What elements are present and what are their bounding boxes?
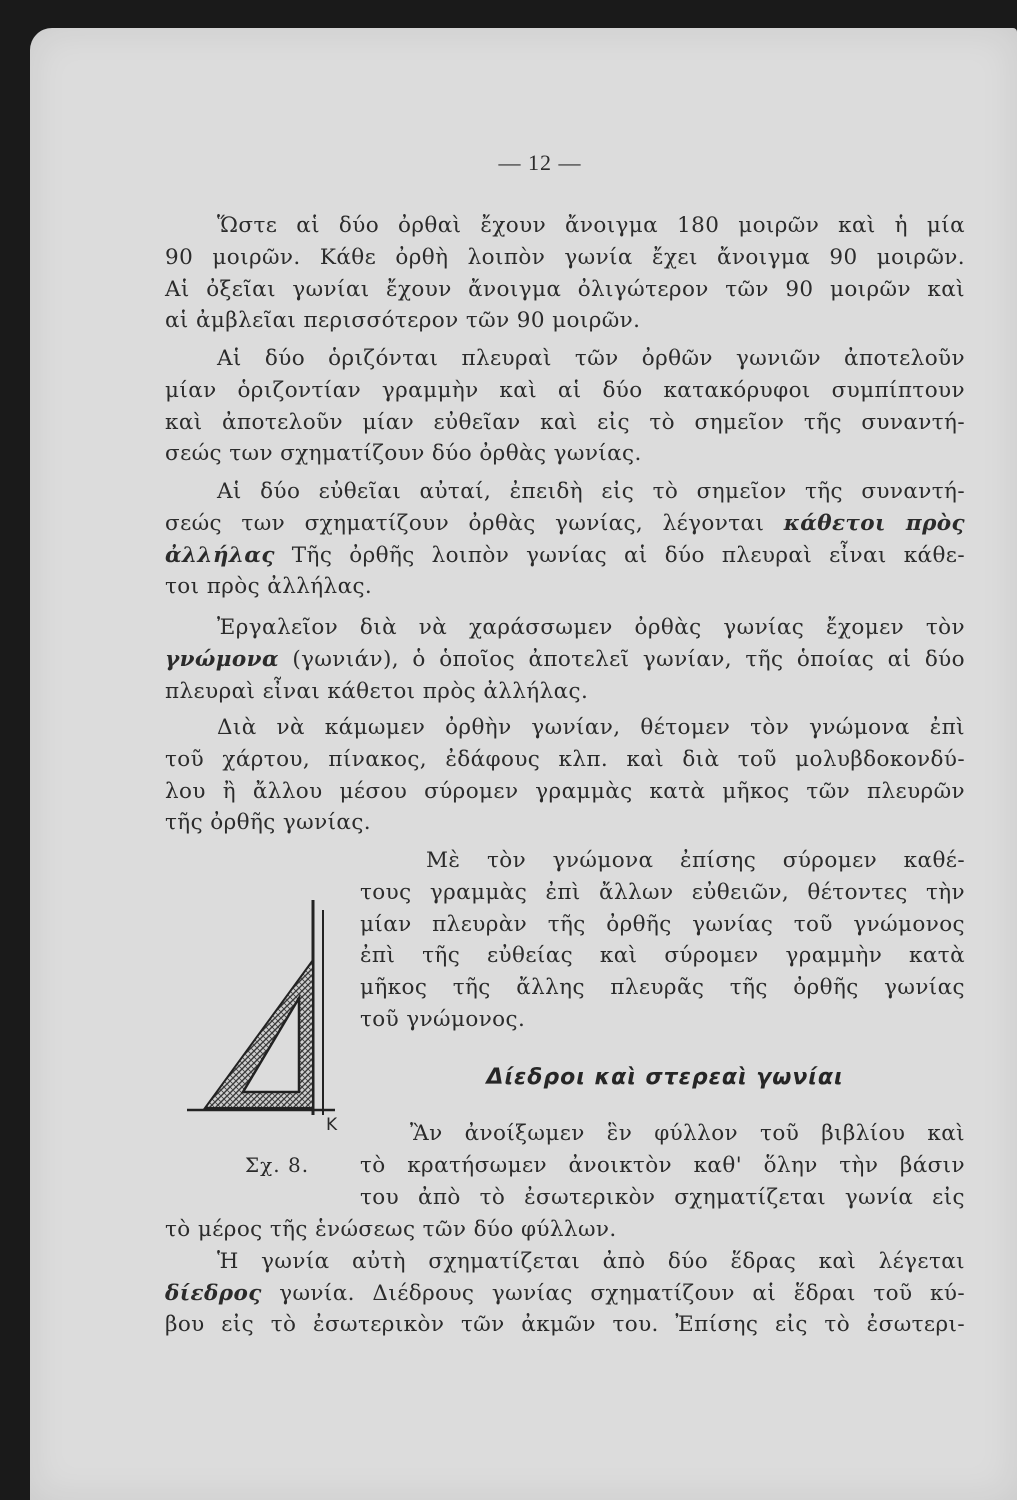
text-line: του ἀπὸ τὸ ἐσωτερικὸν σχηματίζεται γωνία εἰς	[360, 1184, 965, 1210]
text-line: Ἐργαλεῖον διὰ νὰ χαράσσωμεν ὀρθὰς γωνίας ἔχομεν τὸν	[217, 615, 965, 640]
term-set-square: γνώμονα	[165, 646, 279, 672]
paragraph-right-angles	[165, 210, 965, 337]
text-line: Αἱ δύο ὁριζόνται πλευραὶ τῶν ὀρθῶν γωνιῶν ἀποτελοῦν	[217, 346, 965, 371]
text-line: Μὲ τὸν γνώμονα ἐπίσης σύρομεν καθέ-	[426, 848, 965, 873]
text-line	[165, 540, 965, 572]
text-line: Αἱ ὀξεῖαι γωνίαι ἔχουν ἄνοιγμα ὀλιγώτερον τῶν 90 μοιρῶν καὶ	[165, 276, 965, 302]
text-line: 90 μοιρῶν. Κάθε ὀρθὴ λοιπὸν γωνία ἔχει ἄνοιγμα 90 μοιρῶν.	[165, 244, 965, 270]
text-line: τὸ κρατήσωμεν ἀνοικτὸν καθ' ὅλην τὴν βάσιν	[360, 1152, 965, 1178]
paragraph-set-square	[165, 612, 965, 707]
text-line: Ὥστε αἱ δύο ὀρθαὶ ἔχουν ἄνοιγμα 180 μοιρῶν καὶ ἡ μία	[217, 213, 965, 238]
term-dihedral: δίεδρος	[165, 1280, 262, 1306]
text-line: τὸ μέρος τῆς ἑνώσεως τῶν δύο φύλλων.	[165, 1217, 617, 1242]
set-square-figure	[185, 880, 360, 1140]
text-line: τῆς ὀρθῆς γωνίας.	[165, 810, 372, 836]
text-line: τους γραμμὰς ἐπὶ ἄλλων εὐθειῶν, θέτοντες τὴν	[360, 879, 965, 905]
text-line: τοι πρὸς ἀλλήλας.	[165, 574, 373, 600]
text-line: αἱ ἀμβλεῖαι περισσότερον τῶν 90 μοιρῶν.	[165, 308, 641, 334]
text-line: μίαν πλευρὰν τῆς ὀρθῆς γωνίας τοῦ γνώμονος	[360, 911, 965, 937]
term-perpendicular: κάθετοι πρὸς	[783, 510, 965, 536]
paragraph-draw-perpendicular	[360, 845, 965, 1036]
text-fragment: σεώς των σχηματίζουν ὀρθὰς γωνίας, λέγονται	[165, 510, 765, 536]
paragraph-perpendicular	[165, 476, 965, 603]
text-line: μῆκος τῆς ἄλλης πλευρᾶς τῆς ὀρθῆς γωνίας	[360, 975, 965, 1001]
text-line: Αἱ δύο εὐθεῖαι αὐταί, ἐπειδὴ εἰς τὸ σημεῖον τῆς συναντή-	[217, 479, 965, 504]
text-fragment: Τῆς ὀρθῆς λοιπὸν γωνίας αἱ δύο πλευραὶ εἶναι κάθε-	[274, 542, 965, 568]
figure-caption: Σχ. 8.	[245, 1153, 310, 1177]
text-line: Ἡ γωνία αὐτὴ σχηματίζεται ἀπὸ δύο ἕδρας καὶ λέγεται	[217, 1248, 965, 1274]
text-line: τοῦ χάρτου, πίνακος, ἐδάφους κλπ. καὶ διὰ τοῦ μολυβδοκονδύ-	[165, 746, 965, 772]
paragraph-dihedral	[165, 1214, 965, 1341]
text-line	[165, 508, 965, 540]
figure-label-k: Κ	[326, 1115, 338, 1135]
section-heading: Δίεδροι καὶ στερεαὶ γωνίαι	[486, 1065, 844, 1090]
text-line: τοῦ γνώμονος.	[360, 1006, 526, 1032]
page-number: — 12 —	[498, 150, 582, 175]
text-line: Ἂν ἀνοίξωμεν ἓν φύλλον τοῦ βιβλίου καὶ	[410, 1121, 965, 1146]
text-line: μίαν ὁριζοντίαν γραμμὴν καὶ αἱ δύο κατακόρυφοι συμπίπτουν	[165, 377, 965, 403]
paragraph-horizontal-sides	[165, 343, 965, 470]
text-fragment: (γωνιάν), ὁ ὁποῖος ἀποτελεῖ γωνίαν, τῆς ὁποίας αἱ δύο	[278, 646, 965, 672]
text-line	[165, 644, 965, 676]
text-line: βου εἰς τὸ ἐσωτερικὸν τῶν ἀκμῶν του. Ἐπίσης εἰς τὸ ἐσωτερι-	[165, 1312, 965, 1338]
paragraph-draw-right-angle	[165, 712, 965, 839]
text-line	[165, 1278, 965, 1310]
text-line: πλευραὶ εἶναι κάθετοι πρὸς ἀλλήλας.	[165, 678, 589, 704]
text-line: λου ἢ ἄλλου μέσου σύρομεν γραμμὰς κατὰ μῆκος τῶν πλευρῶν	[165, 778, 965, 804]
text-line: Διὰ νὰ κάμωμεν ὀρθὴν γωνίαν, θέτομεν τὸν γνώμονα ἐπὶ	[217, 715, 965, 740]
paragraph-dihedral-intro	[360, 1118, 965, 1213]
term-each-other: ἀλλήλας	[165, 542, 275, 568]
text-line: σεώς των σχηματίζουν δύο ὀρθὰς γωνίας.	[165, 441, 642, 467]
text-line: ἐπὶ τῆς εὐθείας καὶ σύρομεν γραμμὴν κατὰ	[360, 943, 965, 969]
text-line: καὶ ἀποτελοῦν μίαν εὐθεῖαν καὶ εἰς τὸ σημεῖον τῆς συναντή-	[165, 409, 965, 435]
text-fragment: γωνία. Διέδρους γωνίας σχηματίζουν αἱ ἕδραι τοῦ κύ-	[261, 1280, 965, 1306]
